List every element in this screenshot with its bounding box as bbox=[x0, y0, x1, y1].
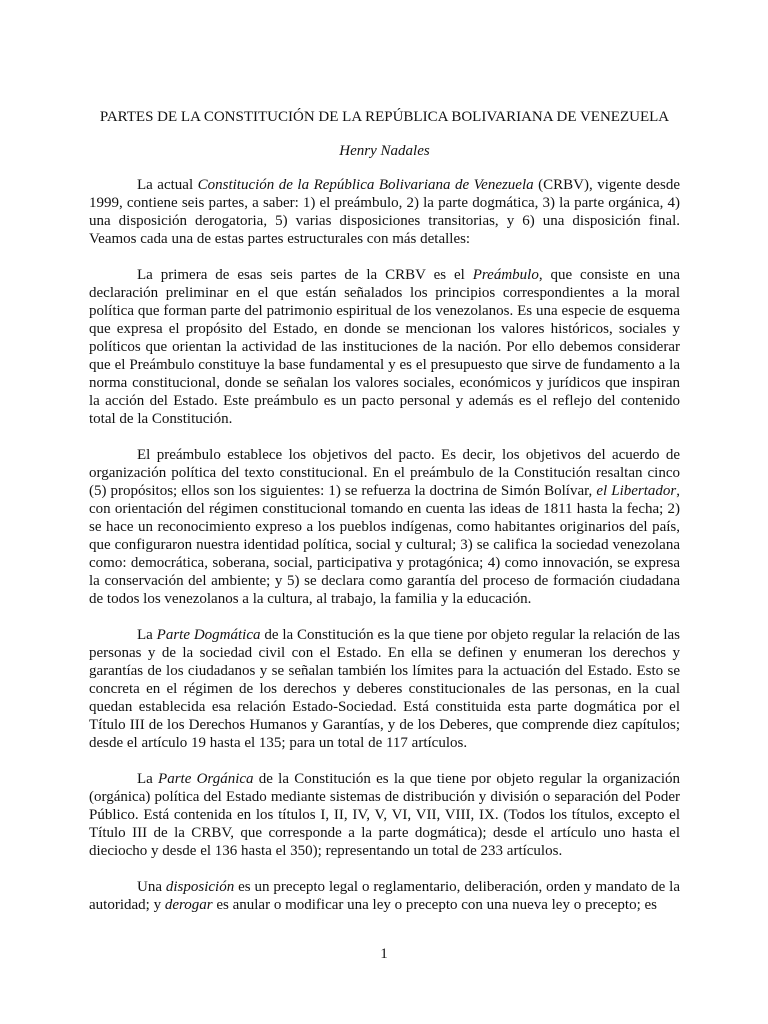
italic-text: Parte Orgánica bbox=[158, 771, 254, 787]
paragraph-text: La primera de esas seis partes de la CRBV es el bbox=[137, 267, 473, 283]
paragraph-text: La bbox=[137, 771, 159, 787]
paragraph bbox=[89, 626, 680, 752]
paragraph-text: de la Constitución es la que tiene por objeto regular la organización (orgánica) política del Estado mediante sistemas de distribución y división o separación del Poder Público. Está contenida en los títulos I, II, IV, V, VI, VII, VIII, IX. (Todos los títulos, excepto el Título III de la CRBV, que corresponde a la parte dogmática); desde el artículo uno hasta el dieciocho y desde el 136 hasta el 350); representando un total de 233 artículos. bbox=[89, 771, 680, 859]
paragraph bbox=[89, 266, 680, 428]
italic-text: derogar bbox=[164, 897, 213, 913]
italic-text: disposición bbox=[165, 879, 235, 895]
paragraph-text: La bbox=[137, 627, 157, 643]
page-number: 1 bbox=[380, 946, 388, 962]
paragraph bbox=[89, 770, 680, 860]
paragraph-text: de la Constitución es la que tiene por objeto regular la relación de las personas y de la sociedad civil con el Estado. En ella se definen y enumeran los derechos y garantías de los ciudadanos y se señalan también los límites para la actuación del Estado. Esto se concreta en el régimen de los derechos y deberes constitucionales de las personas, en la cual quedan establecida esa relación Estado-Sociedad. Está constituida esta parte dogmática por el Título III de los Derechos Humanos y Garantías, y de los Deberes, que comprende diez capítulos; desde el artículo 19 hasta el 135; para un total de 117 artículos. bbox=[89, 627, 680, 751]
paragraph-text: El preámbulo establece los objetivos del pacto. Es decir, los objetivos del acuerdo de organización política del texto constitucional. En el preámbulo de la Constitución resaltan cinco (5) propósitos; ellos son los siguientes: 1) se refuerza la doctrina de Simón Bolívar, bbox=[89, 447, 680, 499]
paragraph-list bbox=[89, 176, 680, 914]
paragraph bbox=[89, 446, 680, 608]
paragraph bbox=[89, 176, 680, 248]
document-title: PARTES DE LA CONSTITUCIÓN DE LA REPÚBLICA BOLIVARIANA DE VENEZUELA bbox=[99, 109, 670, 125]
italic-text: Constitución de la República Bolivariana de Venezuela bbox=[197, 177, 534, 193]
paragraph-text: es anular o modificar una ley o precepto con una nueva ley o precepto; es bbox=[212, 897, 658, 913]
paragraph bbox=[89, 878, 680, 914]
italic-text: el Libertador bbox=[596, 483, 677, 499]
paragraph-text: Una bbox=[137, 879, 166, 895]
document-author: Henry Nadales bbox=[339, 143, 430, 159]
paragraph-text: , con orientación del régimen constitucional tomando en cuenta las ideas de 1811 hasta la fecha; 2) se hace un reconocimiento expreso a los pueblos indígenas, como habitantes originarios del país, que configuraron nuestra identidad política, social y cultural; 3) se califica la sociedad venezolana como: democrática, soberana, social, participativa y protagónica; 4) como innovación, se expresa la conservación del ambiente; y 5) se declara como garantía del proceso de formación ciudadana de todos los venezolanos a la cultura, al trabajo, la familia y la educación. bbox=[89, 483, 680, 607]
italic-text: Preámbulo bbox=[472, 267, 539, 283]
document-body bbox=[89, 108, 680, 932]
paragraph-text: La actual bbox=[137, 177, 198, 193]
paragraph-text: , que consiste en una declaración preliminar en el que están señalados los principios correspondientes a la moral política que forman parte del patrimonio espiritual de los venezolanos. Es una especie de esquema que expresa el propósito del Estado, en donde se mencionan los valores históricos, sociales y políticos que orientan la actividad de las instituciones de la nación. Por ello debemos considerar que el Preámbulo constituye la base fundamental y es el presupuesto que sirve de fundamento a la norma constitucional, donde se señalan los valores sociales, económicos y jurídicos que inspiran la acción del Estado. Este preámbulo es un pacto personal y además es el reflejo del contenido total de la Constitución. bbox=[89, 267, 680, 427]
italic-text: Parte Dogmática bbox=[156, 627, 261, 643]
paragraph-text: (CRBV), vigente desde 1999, contiene seis partes, a saber: 1) el preámbulo, 2) la parte dogmática, 3) la parte orgánica, 4) una disposición derogatoria, 5) varias disposiciones transitorias, y 6) una disposición final. Veamos cada una de estas partes estructurales con más detalles: bbox=[89, 177, 680, 247]
paragraph-text: es un precepto legal o reglamentario, deliberación, orden y mandato de la autoridad; y bbox=[89, 879, 680, 913]
